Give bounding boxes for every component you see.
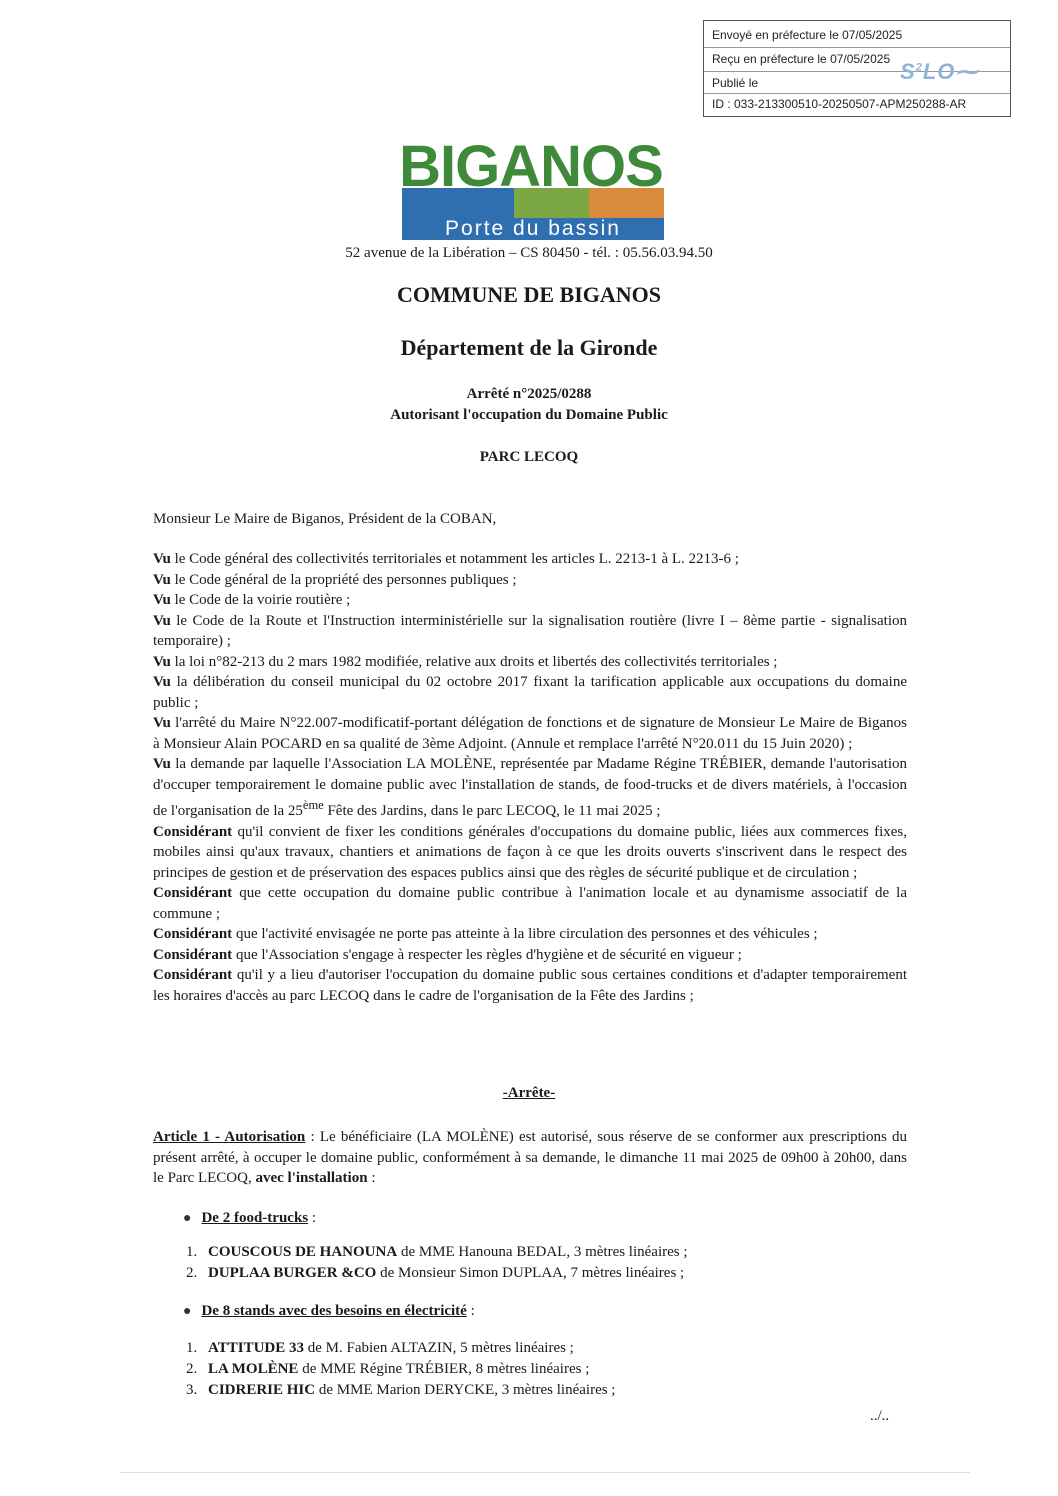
continue-mark: ../.. (870, 1408, 890, 1424)
preamble (153, 549, 907, 1006)
stamp-publie: Publié le (712, 76, 759, 90)
footer-rule (120, 1472, 970, 1473)
lieu-title: PARC LECOQ (479, 449, 579, 465)
list-item: 2. LA MOLÈNE de MME Régine TRÉBIER, 8 mètres linéaires ; (186, 1361, 590, 1377)
stamp-id: ID : 033-213300510-20250507-APM250288-AR (712, 97, 967, 111)
list-item: 3. CIDRERIE HIC de MME Marion DERYCKE, 3 mètres linéaires ; (186, 1382, 616, 1398)
considerant-item: Considérant qu'il y a lieu d'autoriser l'occupation du domaine public sous certaines conditions et d'adapter temporairement les horaires d'accès au parc LECOQ dans le cadre de l'organisation de la Fête des Jardins ; (153, 967, 907, 1004)
intro-line: Monsieur Le Maire de Biganos, Président de la COBAN, (153, 511, 497, 527)
arrete-number: Arrêté n°2025/0288 (466, 386, 592, 402)
arrete-object: Autorisant l'occupation du Domaine Public (390, 407, 668, 423)
foodtrucks-heading: ● De 2 food-trucks : (183, 1210, 317, 1226)
considerant-item: Considérant que cette occupation du domaine public contribue à l'animation locale et au dynamisme associatif de la commune ; (153, 885, 907, 922)
commune-title: COMMUNE DE BIGANOS (396, 282, 661, 307)
bullet-icon: ● (183, 1211, 192, 1226)
considerant-item: Considérant que l'activité envisagée ne porte pas atteinte à la libre circulation des personnes et des véhicules ; (153, 926, 818, 942)
stands-heading: ● De 8 stands avec des besoins en électricité : (183, 1303, 475, 1319)
prefecture-stamp (703, 20, 1011, 117)
vu-item: Vu la délibération du conseil municipal du 02 octobre 2017 fixant la tarification applicable aux occupations du domaine public ; (153, 674, 907, 711)
logo-subtitle: Porte du bassin (402, 218, 664, 240)
article-1: Article 1 - Autorisation : Le bénéficiaire (LA MOLÈNE) est autorisé, sous réserve de se conformer aux prescriptions du présent arrêté, à occuper le domaine public, conformément à sa demande, le dimanche 11 mai 2025 de 09h00 à 20h00, dans le Parc LECOQ, avec l'installation : (153, 1129, 907, 1186)
arrete-label: -Arrête- (502, 1085, 556, 1101)
stamp-recu: Reçu en préfecture le 07/05/2025 (712, 52, 891, 66)
bullet-icon: ● (183, 1304, 192, 1319)
logo-title: BIGANOS (399, 134, 663, 199)
list-item: 2. DUPLAA BURGER &CO de Monsieur Simon DUPLAA, 7 mètres linéaires ; (186, 1265, 685, 1281)
biganos-logo (398, 134, 664, 240)
vu-demande: Vu la demande par laquelle l'Association LA MOLÈNE, représentée par Madame Régine TRÉBIER, demande l'autorisation d'occuper temporairement le domaine public avec l'installation de stands, de food-trucks et de divers matériels, à l'occasion de l'organisation de la 25ème Fête des Jardins, dans le parc LECOQ, le 11 mai 2025 ; (153, 756, 907, 819)
vu-item: Vu le Code général de la propriété des personnes publiques ; (153, 571, 517, 588)
list-item: 1. ATTITUDE 33 de M. Fabien ALTAZIN, 5 mètres linéaires ; (186, 1340, 574, 1356)
vu-item: Vu la loi n°82-213 du 2 mars 1982 modifiée, relative aux droits et libertés des collectivités territoriales ; (153, 653, 778, 670)
considerant-item: Considérant que l'Association s'engage à respecter les règles d'hygiène et de sécurité en vigueur ; (153, 946, 742, 963)
list-item: 1. COUSCOUS DE HANOUNA de MME Hanouna BEDAL, 3 mètres linéaires ; (186, 1244, 688, 1260)
vu-item: Vu le Code général des collectivités territoriales et notamment les articles L. 2213-1 à L. 2213-6 ; (153, 551, 739, 567)
article-1-title: Article 1 - Autorisation (153, 1129, 306, 1145)
vu-item: Vu le Code de la Route et l'Instruction interministérielle sur la signalisation routière (livre I – 8ème partie - signalisation temporaire) ; (153, 612, 907, 649)
vu-item: Vu l'arrêté du Maire N°22.007-modificatif-portant délégation de fonctions et de signature de Monsieur Le Maire de Biganos à Monsieur Alain POCARD en sa qualité de 3ème Adjoint. (Annule et remplace l'arrêté N°20.011 du 15 Juin 2020) ; (153, 715, 907, 752)
vu-item: Vu le Code de la voirie routière ; (153, 592, 351, 608)
considerant-item: Considérant qu'il convient de fixer les conditions générales d'occupations du domaine public, liées aux commerces fixes, mobiles ainsi qu'aux travaux, chantiers et animations de façon à ce que les droits ouverts s'inscrivent dans le respect des principes de gestion et de préservation des espaces publics ainsi que des règles de sécurité publique et de circulation ; (153, 823, 907, 881)
departement-title: Département de la Gironde (400, 335, 658, 360)
s2lo-logo-icon: $S^2LO⁓$ (900, 59, 979, 84)
address: 52 avenue de la Libération – CS 80450 - tél. : 05.56.03.94.50 (345, 245, 713, 261)
stamp-envoye: Envoyé en préfecture le 07/05/2025 (712, 28, 903, 42)
